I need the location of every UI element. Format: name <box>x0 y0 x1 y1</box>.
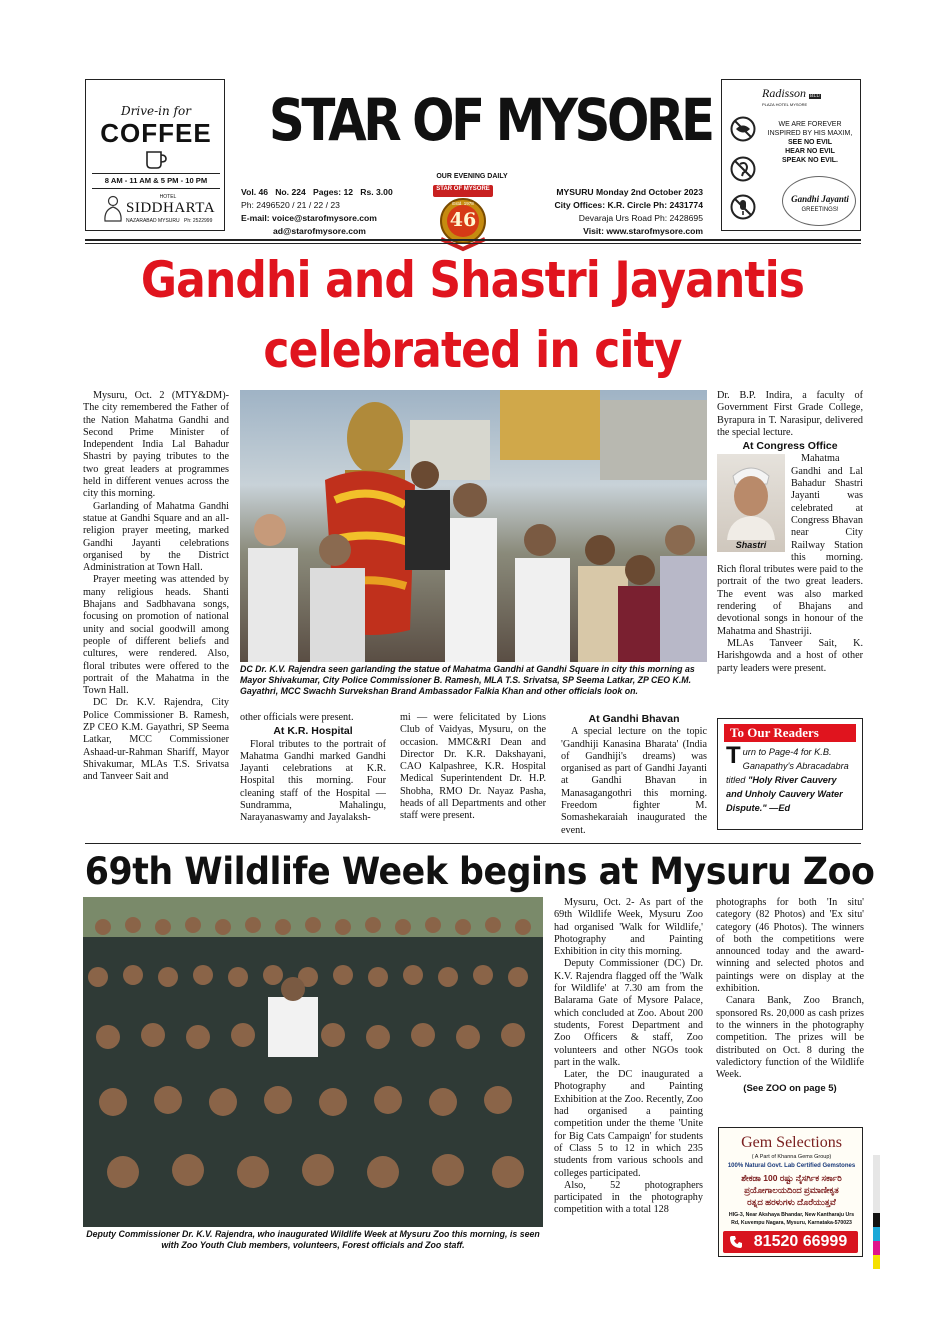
story1-para: Prayer meeting was attended by many religious heads. Shanti Bhajans and Sadbhavana songs, focusing on promotion of national unity and social goodwill among people of different beliefs and cultures, were rendered. Also, floral tributes were offered to the portrait of the Mahatma in the Town Hall. <box>83 574 229 697</box>
story1-column-3 <box>400 712 546 836</box>
ad-gem-selections[interactable] <box>718 1127 863 1257</box>
gem-phone-bar[interactable] <box>723 1231 858 1253</box>
story1-para: mi — were felicitated by Lions Club of Vaidyas, Mysuru, on the occasion. MMC&RI Dean and Director Dr. K.R. Dakshayani, CAO Kalpashree, K.R. Hospital Medical Superintendent Dr. H.P. Shobha, RMO Dr. Nayaz Pasha, heads of all Departments and other staff were present. <box>400 712 546 822</box>
story2-para: Also, 52 photographers participated in the photography competition with a total 128 <box>554 1179 703 1216</box>
wildlife-photo-caption: Deputy Commissioner Dr. K.V. Rajendra, who inaugurated Wildlife Week at Mysuru Zoo this morning, is seen with Zoo Youth Club members, volunteers, Forest officials and Zoo staff. <box>86 1229 540 1250</box>
story1-headline-line1: Gandhi and Shastri Jayantis <box>140 251 805 309</box>
devaraja-office: Devaraja Urs Road Ph: 2428695 <box>578 213 703 223</box>
gem-address-1: HIG-3, Near Akshaya Bhandar, New Kantharaju Urs <box>728 1212 855 1218</box>
coffee-cup-icon <box>144 148 168 170</box>
vol-line: Vol. 46 No. 224 Pages: 12 Rs. 3.00 <box>241 187 393 197</box>
story2-para: Canara Bank, Zoo Branch, sponsored Rs. 20,000 as cash prizes to the winners in the photography competition. The prizes will be distributed on Oct. 8 during the valedictory function of the Wildlife Week. <box>716 995 864 1081</box>
to-our-readers-box[interactable] <box>717 718 863 830</box>
subhead-kr-hospital: At K.R. Hospital <box>273 725 353 738</box>
phone-icon <box>729 1235 743 1249</box>
story1-para: Mahatma Gandhi and Lal Bahadur Shastri Jayanti was celebrated at Congress Bhavan near City Railway Station this morning. Rich floral tributes were paid to the portrait of the two great leaders. The event was also marked rendering of Bhajans and devotional songs in honour of the Mahatma and Shastriji. <box>717 453 863 637</box>
greeting-line-1: Gandhi Jayanti <box>791 194 849 204</box>
greeting-badge <box>782 176 856 226</box>
gem-kannada-3: ರತ್ನದ ಹರಳುಗಳು ದೊರೆಯುತ್ತವೆ <box>747 1197 836 1207</box>
story1-column-5 <box>717 390 863 710</box>
emblem-top-text: STAR OF MYSORE <box>436 186 490 192</box>
ad-hotel-siddharta[interactable] <box>85 79 225 231</box>
quote-line-2: INSPIRED BY HIS MAXIM, <box>767 130 853 137</box>
subhead-congress-office: At Congress Office <box>742 440 838 453</box>
story2-column-1 <box>554 897 703 1257</box>
radisson-brand-tag: BLU <box>810 94 821 99</box>
gem-kannada-1: ಶೇಕಡಾ 100 ರಷ್ಟು ನೈಸರ್ಗಿಕ ಸರ್ಕಾರಿ <box>741 1173 842 1183</box>
quote-line-5: SPEAK NO EVIL. <box>781 157 838 164</box>
gem-address-2: Rd, Kuvempu Nagara, Mysuru, Karnataka-570023 <box>731 1220 852 1226</box>
gandhi-statue-photo <box>240 390 707 662</box>
radisson-sub: PLAZA HOTEL MYSORE <box>762 102 808 107</box>
story1-para: Dr. B.P. Indira, a faculty of Government First Grade College, Byrapura in T. Narasipur, delivered the special lecture. <box>717 390 863 438</box>
story2-para: Later, the DC inaugurated a Photography and Painting Exhibition at the Zoo. Recently, Zoo had organised a painting competition under the theme 'Unite for Big Cats Campaign' for students of Class 5 to 12 in which 235 students from various schools and colleges participated. <box>554 1069 703 1179</box>
wildlife-week-group-photo <box>83 897 543 1227</box>
group-photo-illustration <box>83 897 543 1227</box>
registration-bar <box>873 1155 880 1285</box>
shastri-label: Shastri <box>735 540 767 551</box>
story1-para: Mysuru, Oct. 2 (MTY&DM)- The city remembered the Father of the Nation Mahatma Gandhi and Second Prime Minister of Independent India Lal Bahadur Shastri by paying tributes to the two great leaders at programmes held in different venues across the city this morning. <box>83 390 229 500</box>
gem-sub: ( A Part of Khanna Gems Group) <box>751 1154 832 1160</box>
story1-headline-line2: celebrated in city <box>263 321 682 379</box>
story1-para: Garlanding of Mahatma Gandhi statue at Gandhi Square and an all-religion prayer meeting, marked Gandhi Jayanti celebrations organised by the District Administration at Town Hall. <box>83 500 229 574</box>
story2-headline: 69th Wildlife Week begins at Mysuru Zoo <box>84 850 875 893</box>
readers-box-title: To Our Readers <box>724 724 856 742</box>
emblem-estd: Estd. 1978 <box>452 201 474 206</box>
date-line: MYSURU Monday 2nd October 2023 <box>556 187 703 197</box>
ad-radisson[interactable] <box>721 79 861 231</box>
quote-line-4: HEAR NO EVIL <box>785 148 835 155</box>
coffee-ad-line1: Drive-in for <box>121 104 191 118</box>
story1-para: DC Dr. K.V. Rajendra, City Police Commissioner B. Ramesh, ZP CEO K.M. Gayathri, SP Seema Latkar, MCC Commissioner Ashaad-ur-Rahman Shariff, Mayor Shivakumar, MLAs T.S. Srivatsa and Tanveer Sait and <box>83 697 229 783</box>
readers-box-dropcap: T <box>726 742 741 769</box>
hotel-label: HOTEL <box>159 194 177 200</box>
quote-line-3: SEE NO EVIL <box>788 139 832 146</box>
hotel-name: SIDDHARTA <box>126 200 216 216</box>
shastri-photo <box>717 454 785 552</box>
readers-box-text-pre: urn to Page-4 for K.B. Ganapathy's Abracadabra titled <box>726 747 849 785</box>
story1-column-2 <box>240 712 386 836</box>
hotel-phone: Ph: 2522999 <box>184 218 213 224</box>
story1-column-4 <box>561 712 707 836</box>
website[interactable]: Visit: www.starofmysore.com <box>583 226 703 236</box>
radisson-brand <box>762 86 821 101</box>
gem-kannada-2: ಪ್ರಯೋಗಾಲಯದಿಂದ ಪ್ರಮಾಣೀಕೃತ <box>744 1185 839 1195</box>
story1-column-1 <box>83 390 229 836</box>
coffee-ad-hours: 8 AM - 11 AM & 5 PM - 10 PM <box>104 176 208 185</box>
buddha-logo-icon <box>100 194 126 224</box>
speak-no-evil-icon <box>730 194 756 220</box>
see-no-evil-icon <box>730 116 756 142</box>
gem-line1: 100% Natural Govt. Lab Certified Gemstones <box>727 1163 856 1169</box>
story1-para: A special lecture on the topic 'Gandhiji Kanasina Bharata' (India of Gandhiji's dreams) was organised as part of Gandhi Jayanti at Gandhi Bhavan in Manasagangothri this morning. Freedom fighter M. Somashekaraiah inaugurated the event. <box>561 726 707 836</box>
hotel-address: NAZARABAD MYSURU <box>126 218 180 224</box>
story2-column-2 <box>716 897 864 1117</box>
story1-para: Floral tributes to the portrait of Mahatma Gandhi marked Gandhi Jayanti celebrations at K.R. Hospital this morning. Four cleaning staff of the Hospital — Sundramma, Mahalingu, Narayanaswamy and Jayalaksh- <box>240 738 386 824</box>
gem-phone: 81520 66999 <box>753 1233 848 1250</box>
story2-para: photographs for both 'In situ' category (82 Photos) and 'Ex situ' category (46 Photos). The winners of both the competitions were announced today and the award-winning and selected photos and paintings were on display at the exhibition. <box>716 897 864 995</box>
story2-para: Mysuru, Oct. 2- As part of the 69th Wildlife Week, Mysuru Zoo had organised 'Walk for Wildlife,' Photography and Painting Exhibition in city this morning. <box>554 897 703 958</box>
story1-para: MLAs Tanveer Sait, K. Harishgowda and a host of other party leaders were present. <box>717 637 863 674</box>
see-zoo-page-5[interactable]: (See ZOO on page 5) <box>743 1083 837 1095</box>
coffee-ad-line2: COFFEE <box>100 118 212 148</box>
masthead-phone: Ph: 2496520 / 21 / 22 / 23 <box>241 200 340 210</box>
city-offices: City Offices: K.R. Circle Ph: 2431774 <box>554 200 703 210</box>
subhead-gandhi-bhavan: At Gandhi Bhavan <box>588 713 680 725</box>
quote-line-1: WE ARE FOREVER <box>778 121 842 128</box>
radisson-brand-name: Radisson <box>762 86 807 100</box>
story1-para: other officials were present. <box>240 712 354 723</box>
emblem-number: 46 <box>449 209 477 231</box>
radisson-quote <box>760 120 860 165</box>
gem-brand: Gem Selections <box>741 1134 842 1151</box>
shastri-portrait-icon <box>717 454 785 540</box>
masthead-email-ad[interactable]: ad@starofmysore.com <box>273 226 366 236</box>
readers-box-text-bold: "Holy River Cauvery and Unholy Cauvery Water Dispute." —Ed <box>726 775 843 813</box>
greeting-line-2: GREETINGS! <box>801 207 839 213</box>
readers-box-text <box>726 742 854 815</box>
photo-illustration <box>240 390 707 662</box>
masthead-email[interactable]: E-mail: voice@starofmysore.com <box>241 213 377 223</box>
story2-para: Deputy Commissioner (DC) Dr. K.V. Rajendra flagged off the 'Walk for Wildlife' at 7.30 am from the Balarama Gate of Mysore Palace, which concluded at Zoo. About 200 students, Forest Department and Zoo Officers & staff, Zoo volunteers and other NGOs took part in the walk. <box>554 958 703 1068</box>
hear-no-evil-icon <box>730 156 756 182</box>
gandhi-photo-caption: DC Dr. K.V. Rajendra seen garlanding the statue of Mahatma Gandhi at Gandhi Square in city this morning as Mayor Shivakumar, City Police Commissioner B. Ramesh, MLA T.S. Srivatsa, SP Seema Latkar, ZP CEO K.M. Gayathri, MCC Swachh Survekshan Brand Ambassador Falkia Khan and other officials look on. <box>240 664 695 696</box>
masthead-tagline: OUR EVENING DAILY <box>436 173 508 180</box>
masthead-title: STAR OF MYSORE <box>268 86 712 154</box>
